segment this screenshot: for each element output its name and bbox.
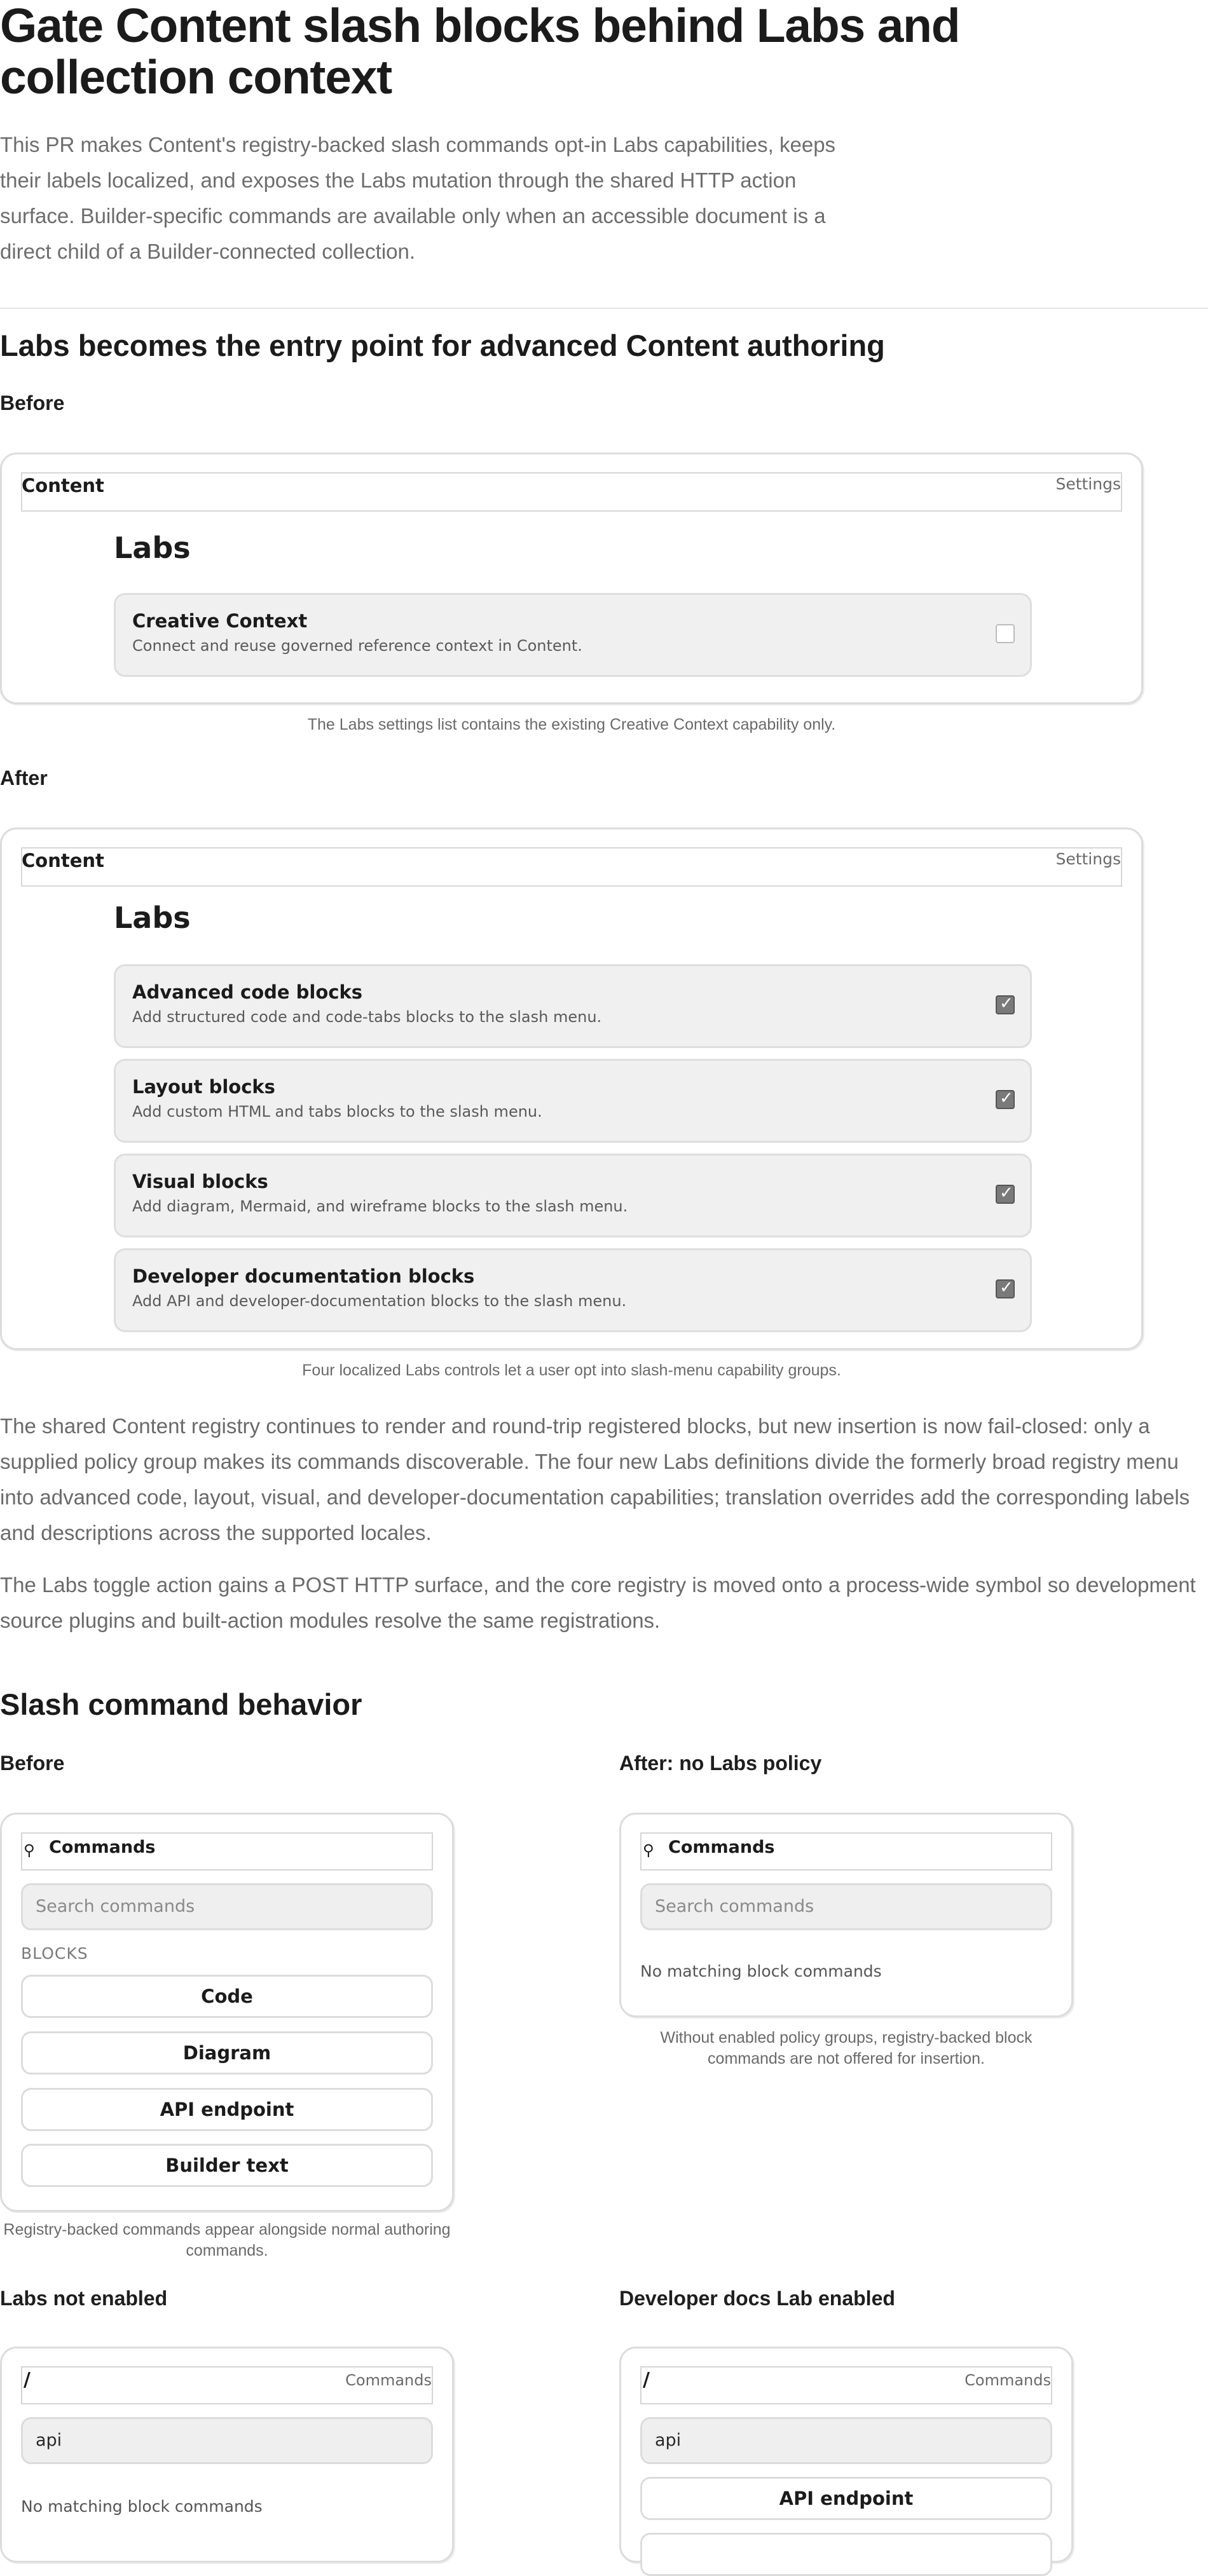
lab-toggle-checkbox[interactable] xyxy=(996,1185,1015,1204)
command-item-api-endpoint[interactable]: API endpoint xyxy=(21,2088,433,2131)
lab-card-layout-blocks xyxy=(114,1059,1032,1143)
app-top-bar xyxy=(21,847,1122,887)
labs-settings-after-frame xyxy=(0,828,1143,1350)
palette-header xyxy=(640,2366,1052,2404)
command-item-diagram[interactable]: Diagram xyxy=(21,2031,433,2075)
empty-state-text: No matching block commands xyxy=(640,1962,882,1980)
slash-trigger: / xyxy=(24,2369,31,2391)
command-palette-labs-not-enabled xyxy=(0,2347,454,2563)
search-input[interactable] xyxy=(21,1883,433,1930)
labs-settings-before-frame xyxy=(0,453,1143,704)
slash-after-no-policy-label: After: no Labs policy xyxy=(619,1752,822,1775)
command-palette-dev-docs-enabled xyxy=(619,2347,1073,2563)
search-placeholder: Search commands xyxy=(655,1897,814,1916)
palette-header xyxy=(640,1832,1052,1871)
labs-title: Labs xyxy=(114,901,191,935)
lab-card-description: Add diagram, Mermaid, and wireframe blocks to the slash menu. xyxy=(132,1197,628,1215)
labs-section-heading: Labs becomes the entry point for advanced Content authoring xyxy=(0,329,885,362)
search-icon: ⚲ xyxy=(643,1841,654,1859)
palette-header xyxy=(21,2366,433,2404)
lab-toggle-checkbox[interactable] xyxy=(996,1090,1015,1109)
palette-title: Commands xyxy=(668,1837,775,1857)
app-name: Content xyxy=(22,475,104,496)
command-item-builder-text[interactable]: Builder text xyxy=(21,2144,433,2187)
toggle-action-paragraph: The Labs toggle action gains a POST HTTP surface, and the core registry is moved onto a process-wide symbol so development source plugins and built-action modules resolve the same registrations. xyxy=(0,1573,1196,1632)
app-name: Content xyxy=(22,850,104,871)
search-placeholder: Search commands xyxy=(36,1897,195,1916)
lab-card-title: Visual blocks xyxy=(132,1171,268,1192)
lab-card-title: Advanced code blocks xyxy=(132,981,363,1003)
settings-link[interactable]: Settings xyxy=(1055,475,1121,493)
slash-before-label: Before xyxy=(0,1752,65,1775)
lab-toggle-checkbox[interactable] xyxy=(996,624,1015,643)
blocks-section-label: BLOCKS xyxy=(21,1944,88,1963)
lab-toggle-checkbox[interactable] xyxy=(996,1279,1015,1298)
lab-card-description: Add structured code and code-tabs blocks to the slash menu. xyxy=(132,1008,602,1026)
after-label: After xyxy=(0,767,48,789)
registry-paragraph: The shared Content registry continues to render and round-trip registered blocks, but new insertion is now fail-closed: only a supplied policy group makes its commands discoverable. The four new Labs definitions divide the formerly broad registry menu into advanced code, layout, visual, and developer-documentation capabilities; translation overrides add the corresponding labels and descriptions across the supported locales. xyxy=(0,1414,1190,1544)
before-label: Before xyxy=(0,392,65,414)
search-input[interactable] xyxy=(21,2417,433,2464)
search-value: api xyxy=(36,2430,62,2450)
lab-card-description: Connect and reuse governed reference context in Content. xyxy=(132,637,582,655)
palette-title: Commands xyxy=(345,2371,432,2389)
lab-card-description: Add API and developer-documentation blocks to the slash menu. xyxy=(132,1292,627,1310)
page-title: Gate Content slash blocks behind Labs and collection context xyxy=(0,0,960,104)
lab-card-creative-context xyxy=(114,593,1032,677)
lab-toggle-checkbox[interactable] xyxy=(996,995,1015,1014)
slash-no-policy-caption: Without enabled policy groups, registry-backed block commands are not offered for insertion. xyxy=(660,2029,1033,2068)
palette-title: Commands xyxy=(49,1837,156,1857)
lab-card-advanced-code-blocks xyxy=(114,964,1032,1048)
lab-card-title: Developer documentation blocks xyxy=(132,1265,475,1287)
command-item-api-endpoint[interactable]: API endpoint xyxy=(640,2477,1052,2520)
slash-trigger: / xyxy=(643,2369,650,2391)
command-item-code[interactable]: Code xyxy=(21,1975,433,2018)
lab-card-developer-documentation-blocks xyxy=(114,1248,1032,1332)
settings-link[interactable]: Settings xyxy=(1055,850,1121,868)
lab-card-title: Layout blocks xyxy=(132,1076,275,1098)
palette-title: Commands xyxy=(964,2371,1051,2389)
intro-paragraph: This PR makes Content's registry-backed slash commands opt-in Labs capabilities, keeps their labels localized, and exposes the Labs mutation through the shared HTTP action surface. Builder-specific commands are available only when an accessible document is a direct child of a Builder-connected collection. xyxy=(0,133,836,263)
empty-state-text: No matching block commands xyxy=(21,2497,263,2516)
before-frame-caption: The Labs settings list contains the existing Creative Context capability only. xyxy=(307,716,836,733)
slash-section-heading: Slash command behavior xyxy=(0,1687,362,1721)
search-input[interactable] xyxy=(640,2417,1052,2464)
lab-card-visual-blocks xyxy=(114,1154,1032,1237)
search-input[interactable] xyxy=(640,1883,1052,1930)
section-divider xyxy=(0,308,1208,309)
command-item-partial[interactable] xyxy=(640,2533,1052,2576)
search-value: api xyxy=(655,2430,682,2450)
lab-card-title: Creative Context xyxy=(132,610,308,632)
app-top-bar xyxy=(21,472,1122,512)
labs-not-enabled-label: Labs not enabled xyxy=(0,2287,168,2310)
after-frame-caption: Four localized Labs controls let a user opt into slash-menu capability groups. xyxy=(302,1361,841,1379)
slash-before-caption: Registry-backed commands appear alongside normal authoring commands. xyxy=(3,2221,451,2259)
search-icon: ⚲ xyxy=(24,1841,35,1859)
command-palette-no-policy xyxy=(619,1813,1073,2017)
lab-card-description: Add custom HTML and tabs blocks to the slash menu. xyxy=(132,1103,542,1121)
palette-header xyxy=(21,1832,433,1871)
command-palette-before xyxy=(0,1813,454,2212)
dev-docs-enabled-label: Developer docs Lab enabled xyxy=(619,2287,895,2310)
labs-title: Labs xyxy=(114,531,191,565)
